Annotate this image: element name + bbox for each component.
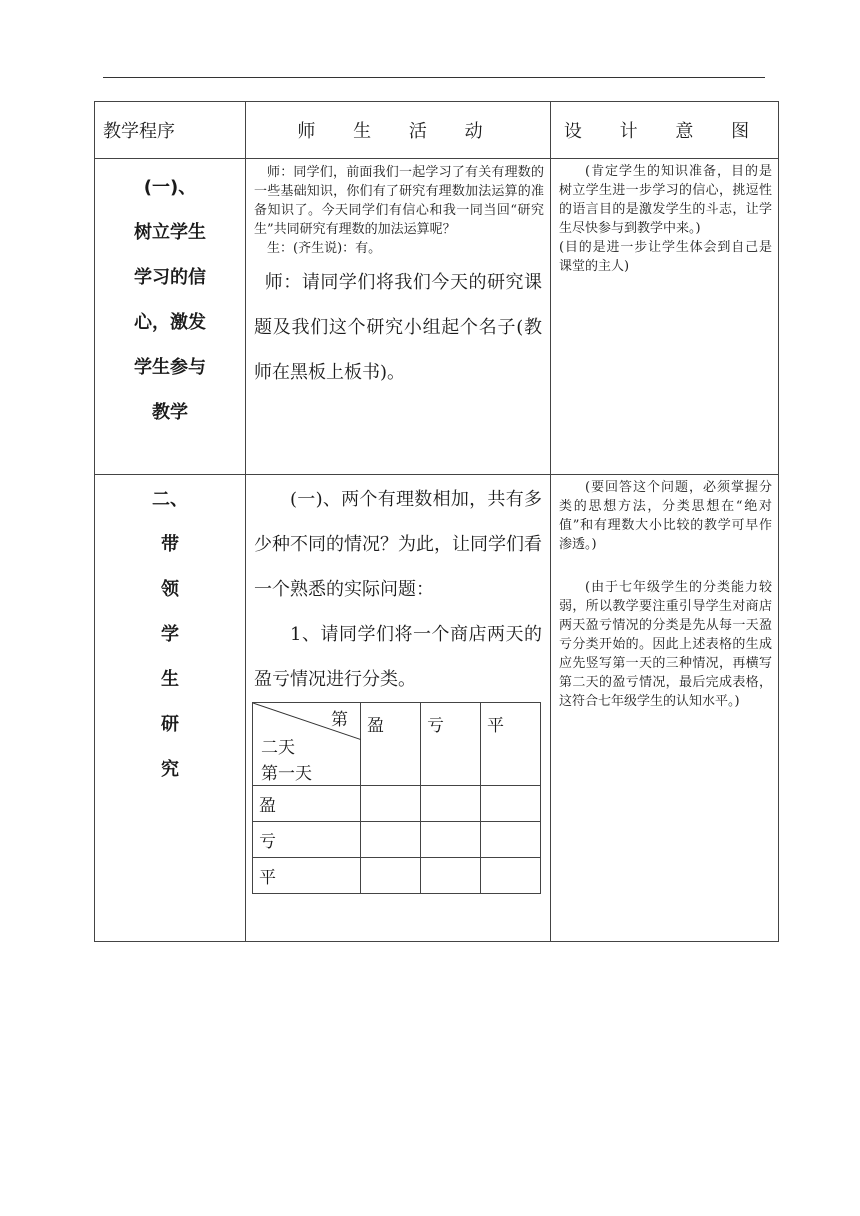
- design-paragraph: (目的是进一步让学生体会到自己是课堂的主人): [559, 240, 772, 274]
- column-header: 平: [481, 703, 541, 786]
- procedure-line: 二、: [152, 489, 188, 510]
- activity-paragraph: (一)、两个有理数相加，共有多少种不同的情况？为此，让同学们看一个熟悉的实际问题：: [254, 489, 542, 600]
- header-rule: [103, 77, 765, 78]
- procedure-line: 学: [161, 624, 179, 645]
- lesson-plan-table: [94, 101, 779, 942]
- table-cell: [421, 786, 481, 822]
- procedure-line: 带: [161, 534, 179, 555]
- procedure-line: 究: [161, 759, 179, 780]
- table-row: [253, 786, 541, 822]
- procedure-line: (一)、: [143, 177, 197, 198]
- table-header-row: [253, 703, 541, 786]
- row-header: 平: [253, 858, 361, 894]
- activity-paragraph: 生：(齐生说)：有。: [267, 241, 382, 256]
- table-cell: [421, 858, 481, 894]
- design-paragraph: (要回答这个问题，必须掌握分类的思想方法，分类思想在“绝对值”和有理数大小比较的教学可早作渗透。): [559, 480, 772, 552]
- header-design: 设 计 意 图: [551, 102, 779, 159]
- section1-activity: [246, 159, 551, 475]
- procedure-line: 学习的信: [134, 267, 206, 288]
- table-cell: [481, 822, 541, 858]
- corner-label-day1: 第一天: [261, 764, 312, 784]
- procedure-line: 领: [161, 579, 179, 600]
- table-row: [253, 858, 541, 894]
- row-header: 亏: [253, 822, 361, 858]
- design-paragraph: (肯定学生的知识准备，目的是树立学生进一步学习的信心，挑逗性的语言目的是激发学生的斗志，让学生尽快参与到教学中来。): [559, 164, 772, 236]
- header-procedure: 教学程序: [95, 102, 246, 159]
- activity-paragraph: 师：同学们，前面我们一起学习了有关有理数的一些基础知识，你们有了研究有理数加法运算的准备知识了。今天同学们有信心和我一同当回“研究生”共同研究有理数的加法运算呢？: [254, 165, 544, 237]
- design-paragraph: (由于七年级学生的分类能力较弱，所以教学要注重引导学生对商店两天盈亏情况的分类是先从每一天盈亏分类开始的。因此上述表格的生成应先竖写第一天的三种情况，再横写第二天的盈亏情况，最后完成表格，这符合七年级学生的认知水平。): [559, 580, 772, 709]
- header-activity: 师 生 活 动: [246, 102, 551, 159]
- header-row: [95, 102, 779, 159]
- procedure-line: 心，激发: [134, 312, 206, 333]
- activity-paragraph: 1、请同学们将一个商店两天的盈亏情况进行分类。: [254, 624, 542, 690]
- section2-row: [95, 475, 779, 942]
- table-cell: [421, 822, 481, 858]
- section2-activity: [246, 475, 551, 942]
- table-cell: [361, 858, 421, 894]
- corner-label-day2-second: 二天: [261, 738, 295, 758]
- section1-row: [95, 159, 779, 475]
- table-cell: [481, 858, 541, 894]
- procedure-line: 教学: [152, 402, 188, 423]
- procedure-line: 学生参与: [134, 357, 206, 378]
- table-row: [253, 822, 541, 858]
- table-corner-cell: [253, 703, 361, 786]
- section1-procedure: [95, 159, 246, 475]
- table-cell: [481, 786, 541, 822]
- corner-label-day2-first: 第: [331, 710, 348, 730]
- table-cell: [361, 786, 421, 822]
- column-header: 盈: [361, 703, 421, 786]
- procedure-line: 树立学生: [134, 222, 206, 243]
- section2-procedure: [95, 475, 246, 942]
- column-header: 亏: [421, 703, 481, 786]
- activity-paragraph: 师：请同学们将我们今天的研究课题及我们这个研究小组起个名子(教师在黑板上板书)。: [254, 272, 542, 383]
- section2-design: [551, 475, 779, 942]
- procedure-line: 研: [161, 714, 179, 735]
- table-cell: [361, 822, 421, 858]
- procedure-line: 生: [161, 669, 179, 690]
- section1-design: [551, 159, 779, 475]
- profit-loss-table: [252, 702, 541, 894]
- row-header: 盈: [253, 786, 361, 822]
